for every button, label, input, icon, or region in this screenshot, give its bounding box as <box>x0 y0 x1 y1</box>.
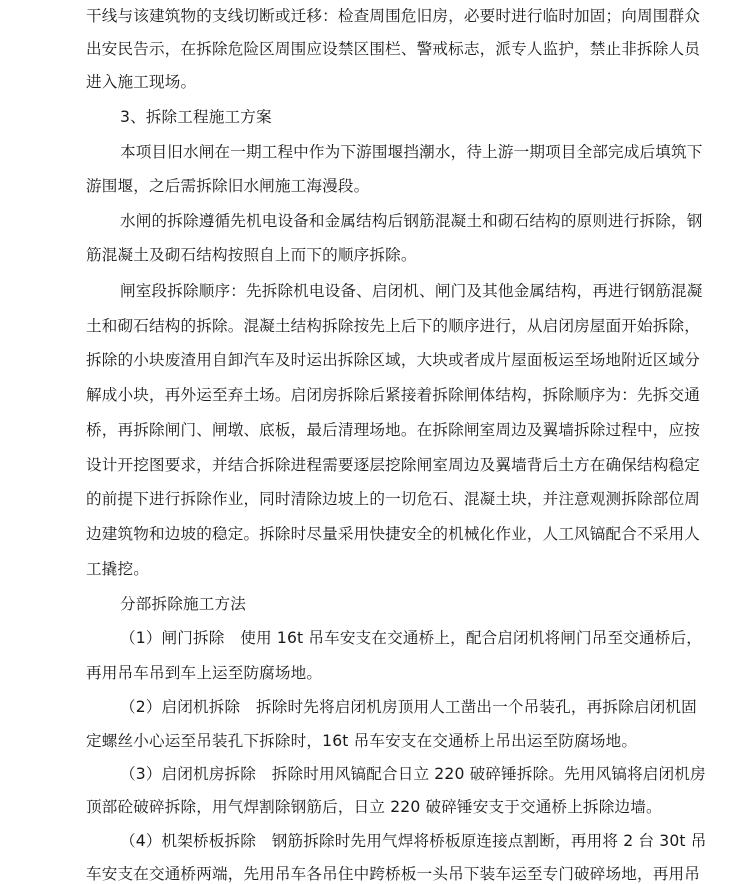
text-line: 边建筑物和边坡的稳定。拆除时尽量采用快捷安全的机械化作业，人工风镐配合不采用人 <box>86 525 701 543</box>
text-line: 闸室段拆除顺序：先拆除机电设备、启闭机、闸门及其他金属结构，再进行钢筋混凝 <box>120 282 703 300</box>
section-heading: 3、拆除工程施工方案 <box>120 108 272 126</box>
text-line: （2）启闭机拆除 拆除时先将启闭机房顶用人工凿出一个吊装孔，再拆除启闭机固 <box>120 698 697 716</box>
text-line: 本项目旧水闸在一期工程中作为下游围堰挡潮水，待上游一期项目全部完成后填筑下 <box>120 143 703 161</box>
text-line: 的前提下进行拆除作业，同时清除边坡上的一切危石、混凝土块，并注意观测拆除部位周 <box>86 490 701 508</box>
section-heading: 分部拆除施工方法 <box>120 595 246 613</box>
text-line: 干线与该建筑物的支线切断或迁移：检查周围危旧房，必要时进行临时加固；向周围群众 <box>86 7 701 25</box>
text-line: （3）启闭机房拆除 拆除时用风镐配合日立 220 破碎锤拆除。先用风镐将启闭机房 <box>120 765 706 783</box>
text-line: 水闸的拆除遵循先机电设备和金属结构后钢筋混凝土和砌石结构的原则进行拆除，钢 <box>120 212 703 230</box>
text-line: 再用吊车吊到车上运至防腐场地。 <box>86 664 323 682</box>
text-line: 拆除的小块废渣用自卸汽车及时运出拆除区域，大块或者成片屋面板运至场地附近区域分 <box>86 351 701 369</box>
text-line: （4）机架桥板拆除 钢筋拆除时先用气焊将桥板原连接点割断，再用将 2 台 30t 吊 <box>120 832 707 850</box>
text-line: 出安民告示，在拆除危险区周围应设禁区围栏、警戒标志，派专人监护，禁止非拆除人员 <box>86 40 701 58</box>
text-line: 工撬挖。 <box>86 560 149 578</box>
text-line: 解成小块，再外运至弃土场。启闭房拆除后紧接着拆除闸体结构，拆除顺序为：先拆交通 <box>86 386 701 404</box>
text-line: 设计开挖图要求，并结合拆除进程需要逐层挖除闸室周边及翼墙背后土方在确保结构稳定 <box>86 456 701 474</box>
text-line: 土和砌石结构的拆除。混凝土结构拆除按先上后下的顺序进行，从启闭房屋面开始拆除， <box>86 317 701 335</box>
text-line: （1）闸门拆除 使用 16t 吊车安支在交通桥上，配合启闭机将闸门吊至交通桥后， <box>120 629 702 647</box>
text-line: 游围堰，之后需拆除旧水闸施工海漫段。 <box>86 177 370 195</box>
text-line: 顶部砼破碎拆除，用气焊割除钢筋后，日立 220 破碎锤安支于交通桥上拆除边墙。 <box>86 798 662 816</box>
text-line: 桥，再拆除闸门、闸墩、底板，最后清理场地。在拆除闸室周边及翼墙拆除过程中，应按 <box>86 421 701 439</box>
text-line: 进入施工现场。 <box>86 73 197 91</box>
text-line: 车安支在交通桥两端，先用吊车各吊住中跨桥板一头吊下装车运至专门破碎场地，再用吊 <box>86 865 701 883</box>
text-line: 筋混凝土及砌石结构按照自上而下的顺序拆除。 <box>86 246 417 264</box>
text-line: 定螺丝小心运至吊装孔下拆除时，16t 吊车安支在交通桥上吊出运至防腐场地。 <box>86 732 638 750</box>
